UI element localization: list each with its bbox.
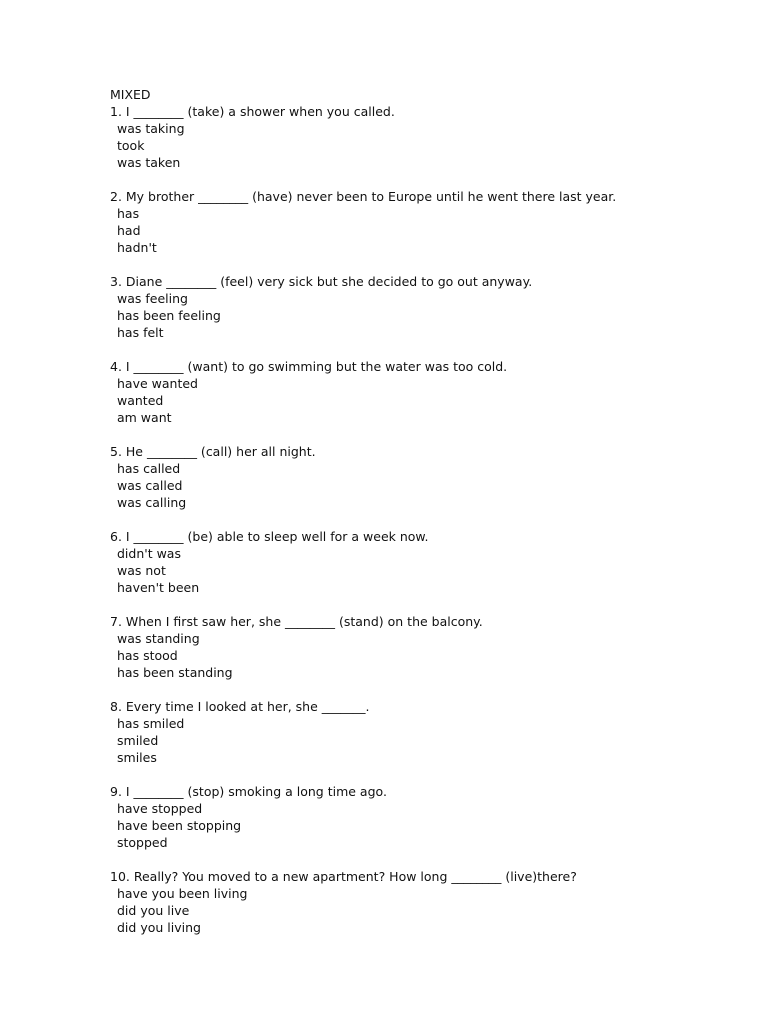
answer-option: was taken	[117, 155, 181, 170]
answer-option: did you live	[117, 903, 190, 918]
answer-options	[110, 715, 730, 766]
question-text: 9. I ________ (stop) smoking a long time ago.	[110, 784, 387, 799]
question-list	[110, 103, 730, 936]
question-item	[110, 528, 730, 596]
answer-option: have been stopping	[117, 818, 242, 833]
question-text: 3. Diane ________ (feel) very sick but she decided to go out anyway.	[110, 274, 533, 289]
answer-option: was feeling	[117, 291, 188, 306]
answer-options	[110, 120, 730, 171]
answer-option: smiled	[117, 733, 159, 748]
answer-options	[110, 630, 730, 681]
question-item	[110, 273, 730, 341]
question-item	[110, 358, 730, 426]
question-item	[110, 613, 730, 681]
answer-options	[110, 885, 730, 936]
answer-option: smiles	[117, 750, 157, 765]
answer-option: did you living	[117, 920, 201, 935]
worksheet-page	[110, 86, 730, 953]
question-item	[110, 868, 730, 936]
question-item	[110, 443, 730, 511]
answer-option: took	[117, 138, 145, 153]
question-item	[110, 188, 730, 256]
answer-option: has been feeling	[117, 308, 221, 323]
answer-option: has	[117, 206, 140, 221]
answer-option: has been standing	[117, 665, 233, 680]
question-text: 4. I ________ (want) to go swimming but the water was too cold.	[110, 359, 508, 374]
answer-option: hadn't	[117, 240, 157, 255]
answer-option: am want	[117, 410, 172, 425]
answer-option: has called	[117, 461, 181, 476]
question-item	[110, 103, 730, 171]
question-text: 1. I ________ (take) a shower when you called.	[110, 104, 395, 119]
answer-option: didn't was	[117, 546, 181, 561]
answer-option: stopped	[117, 835, 168, 850]
question-item	[110, 783, 730, 851]
answer-options	[110, 800, 730, 851]
answer-option: was taking	[117, 121, 185, 136]
answer-option: has smiled	[117, 716, 185, 731]
answer-options	[110, 460, 730, 511]
question-text: 6. I ________ (be) able to sleep well for a week now.	[110, 529, 429, 544]
answer-options	[110, 545, 730, 596]
answer-option: was called	[117, 478, 183, 493]
question-text: 5. He ________ (call) her all night.	[110, 444, 316, 459]
answer-option: have you been living	[117, 886, 248, 901]
answer-option: has felt	[117, 325, 164, 340]
question-item	[110, 698, 730, 766]
answer-option: was not	[117, 563, 166, 578]
question-text: 10. Really? You moved to a new apartment? How long ________ (live)there?	[110, 869, 577, 884]
answer-option: haven't been	[117, 580, 200, 595]
answer-option: had	[117, 223, 141, 238]
answer-option: wanted	[117, 393, 164, 408]
answer-option: was standing	[117, 631, 200, 646]
worksheet-title: MIXED	[110, 87, 151, 102]
answer-option: have wanted	[117, 376, 198, 391]
answer-options	[110, 375, 730, 426]
question-text: 2. My brother ________ (have) never been to Europe until he went there last year.	[110, 189, 617, 204]
answer-option: was calling	[117, 495, 187, 510]
answer-options	[110, 205, 730, 256]
question-text: 8. Every time I looked at her, she _______.	[110, 699, 370, 714]
question-text: 7. When I first saw her, she ________ (stand) on the balcony.	[110, 614, 483, 629]
answer-option: has stood	[117, 648, 178, 663]
answer-options	[110, 290, 730, 341]
answer-option: have stopped	[117, 801, 203, 816]
